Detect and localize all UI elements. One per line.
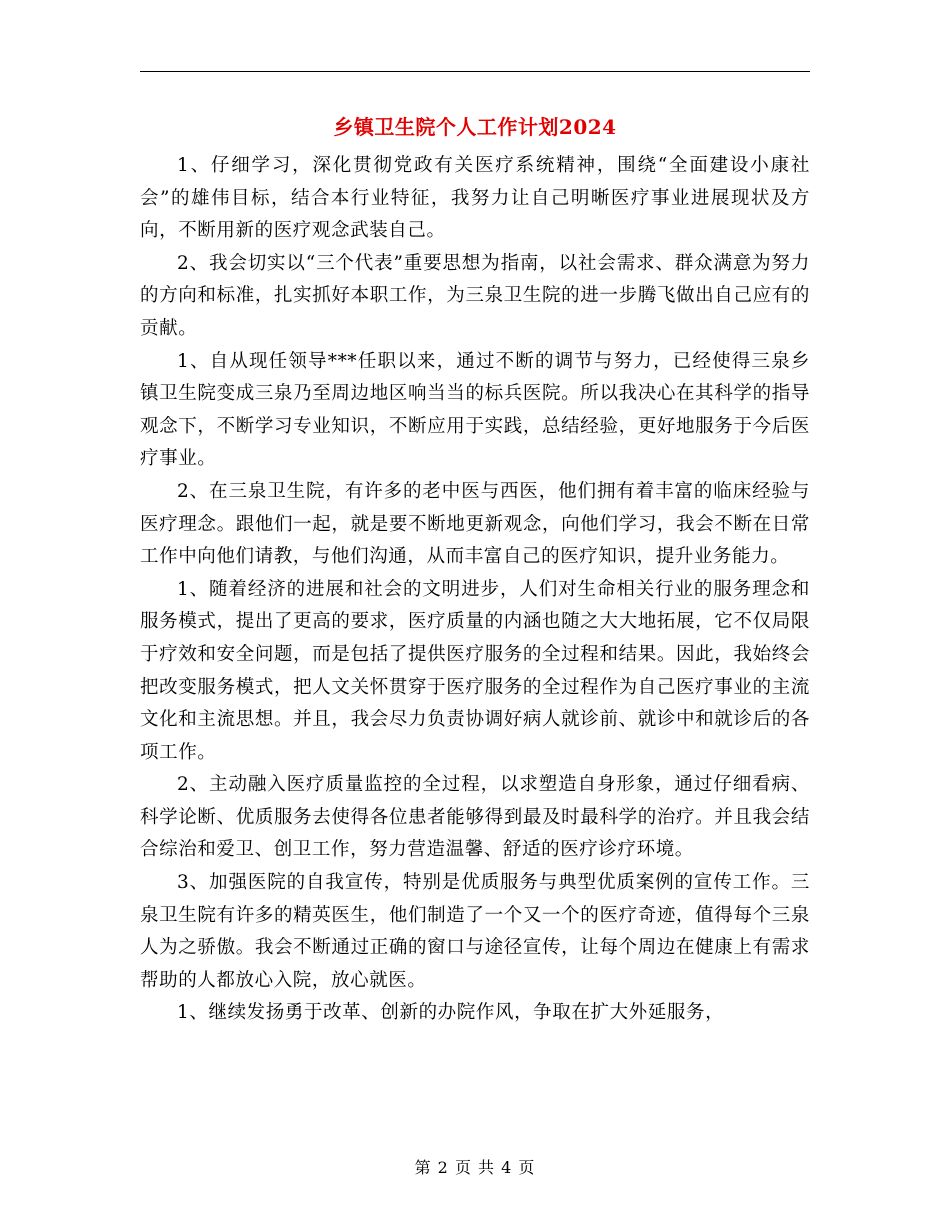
document-title: 乡镇卫生院个人工作计划2024 (333, 115, 617, 139)
paragraph: 2、主动融入医疗质量监控的全过程，以求塑造自身形象，通过仔细看病、科学论断、优质服务去使得各位患者能够得到最及时最科学的治疗。并且我会结合综治和爱卫、创卫工作，努力营造温馨、舒适的医疗诊疗环境。 (140, 774, 810, 861)
page-number-footer: 第 2 页 共 4 页 (414, 1158, 536, 1177)
paragraph: 1、自从现任领导***任职以来，通过不断的调节与努力，已经使得三泉乡镇卫生院变成三泉乃至周边地区响当当的标兵医院。所以我决心在其科学的指导观念下，不断学习专业知识，不断应用于实践，总结经验，更好地服务于今后医疗事业。 (140, 350, 810, 470)
document-body (140, 150, 810, 1030)
header-divider (140, 71, 810, 72)
paragraph: 2、我会切实以“三个代表”重要思想为指南，以社会需求、群众满意为努力的方向和标准，扎实抓好本职工作，为三泉卫生院的进一步腾飞做出自己应有的贡献。 (140, 252, 810, 339)
paragraph: 2、在三泉卫生院，有许多的老中医与西医，他们拥有着丰富的临床经验与医疗理念。跟他们一起，就是要不断地更新观念，向他们学习，我会不断在日常工作中向他们请教，与他们沟通，从而丰富自己的医疗知识，提升业务能力。 (140, 480, 810, 568)
paragraph: 3、加强医院的自我宣传，特别是优质服务与典型优质案例的宣传工作。三泉卫生院有许多的精英医生，他们制造了一个又一个的医疗奇迹，值得每个三泉人为之骄傲。我会不断通过正确的窗口与途径宣传，让每个周边在健康上有需求帮助的人都放心入院，放心就医。 (140, 872, 810, 991)
paragraph: 1、继续发扬勇于改革、创新的办院作风，争取在扩大外延服务， (177, 1002, 725, 1024)
paragraph: 1、仔细学习，深化贯彻党政有关医疗系统精神，围绕“全面建设小康社会”的雄伟目标，结合本行业特征，我努力让自己明晰医疗事业进展现状及方向，不断用新的医疗观念武装自己。 (140, 155, 810, 242)
paragraph: 1、随着经济的进展和社会的文明进步，人们对生命相关行业的服务理念和服务模式，提出了更高的要求，医疗质量的内涵也随之大大地拓展，它不仅局限于疗效和安全问题，而是包括了提供医疗服务的全过程和结果。因此，我始终会把改变服务模式，把人文关怀贯穿于医疗服务的全过程作为自己医疗事业的主流文化和主流思想。并且，我会尽力负责协调好病人就诊前、就诊中和就诊后的各项工作。 (140, 578, 810, 763)
